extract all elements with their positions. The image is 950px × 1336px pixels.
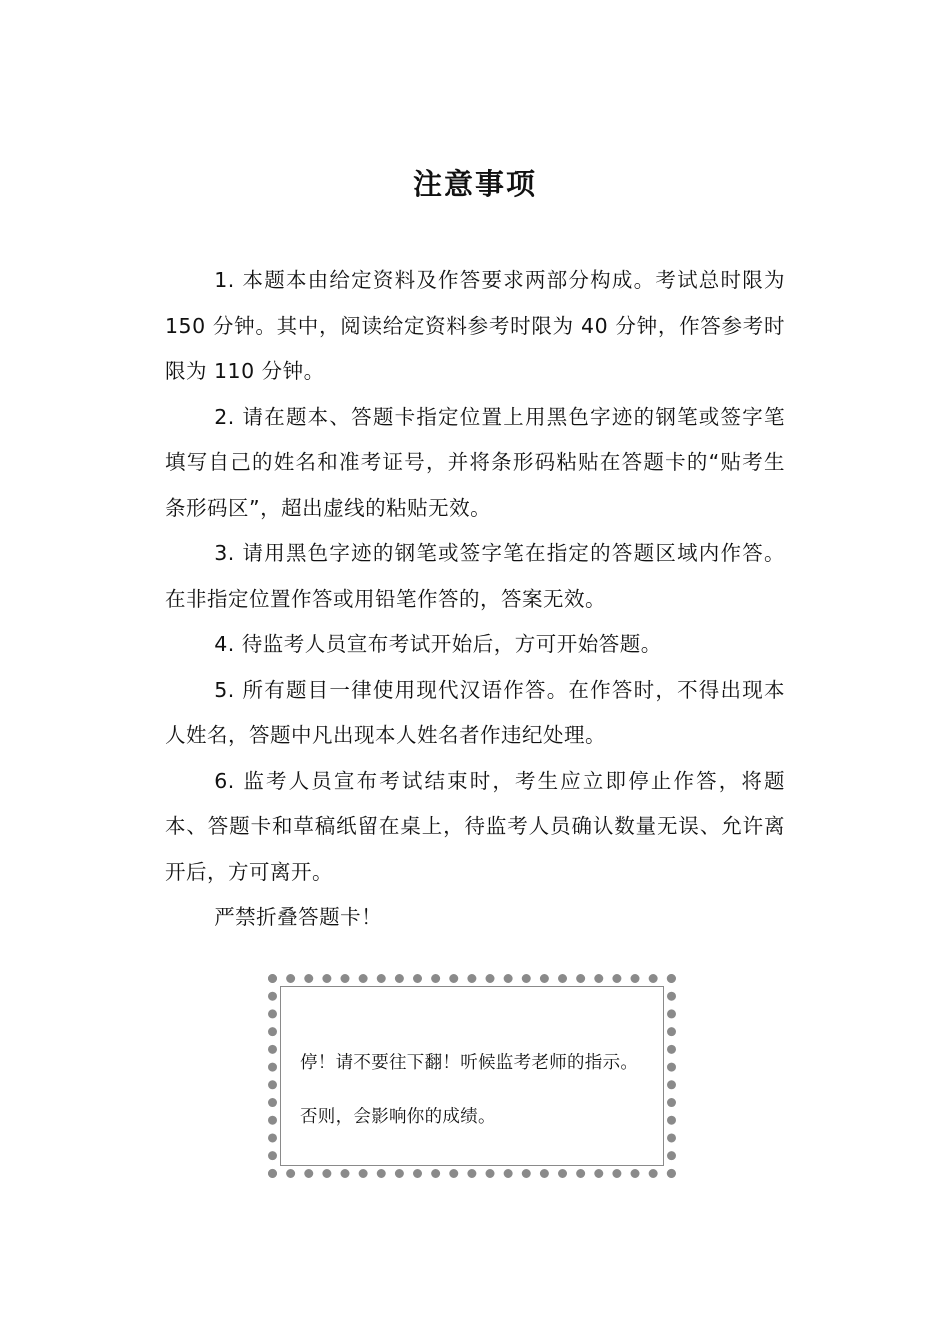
- notice-no-fold: 严禁折叠答题卡！: [214, 905, 383, 929]
- notice-item-3: 3. 请用黑色字迹的钢笔或签字笔在指定的答题区域内作答。在非指定位置作答或用铅笔作答的，答案无效。: [165, 541, 785, 611]
- notice-item-1: 1. 本题本由给定资料及作答要求两部分构成。考试总时限为 150 分钟。其中，阅读给定资料参考时限为 40 分钟，作答参考时限为 110 分钟。: [165, 268, 785, 383]
- notice-item-4: 4. 待监考人员宣布考试开始后，方可开始答题。: [214, 632, 662, 656]
- notice-item-5: 5. 所有题目一律使用现代汉语作答。在作答时，不得出现本人姓名，答题中凡出现本人姓名者作违纪处理。: [165, 677, 785, 747]
- warning-line-consequence: 否则，会影响你的成绩。: [300, 1107, 496, 1127]
- page-title: 注意事项: [412, 167, 537, 201]
- warning-line-stop: 停！请不要往下翻！听候监考老师的指示。: [300, 1053, 639, 1073]
- warning-box: [268, 974, 676, 1178]
- notice-list: [165, 258, 785, 941]
- notice-item-2: 2. 请在题本、答题卡指定位置上用黑色字迹的钢笔或签字笔填写自己的姓名和准考证号，并将条形码粘贴在答题卡的“贴考生条形码区”，超出虚线的粘贴无效。: [165, 404, 785, 520]
- notice-item-6: 6. 监考人员宣布考试结束时，考生应立即停止作答，将题本、答题卡和草稿纸留在桌上，待监考人员确认数量无误、允许离开后，方可离开。: [165, 768, 785, 884]
